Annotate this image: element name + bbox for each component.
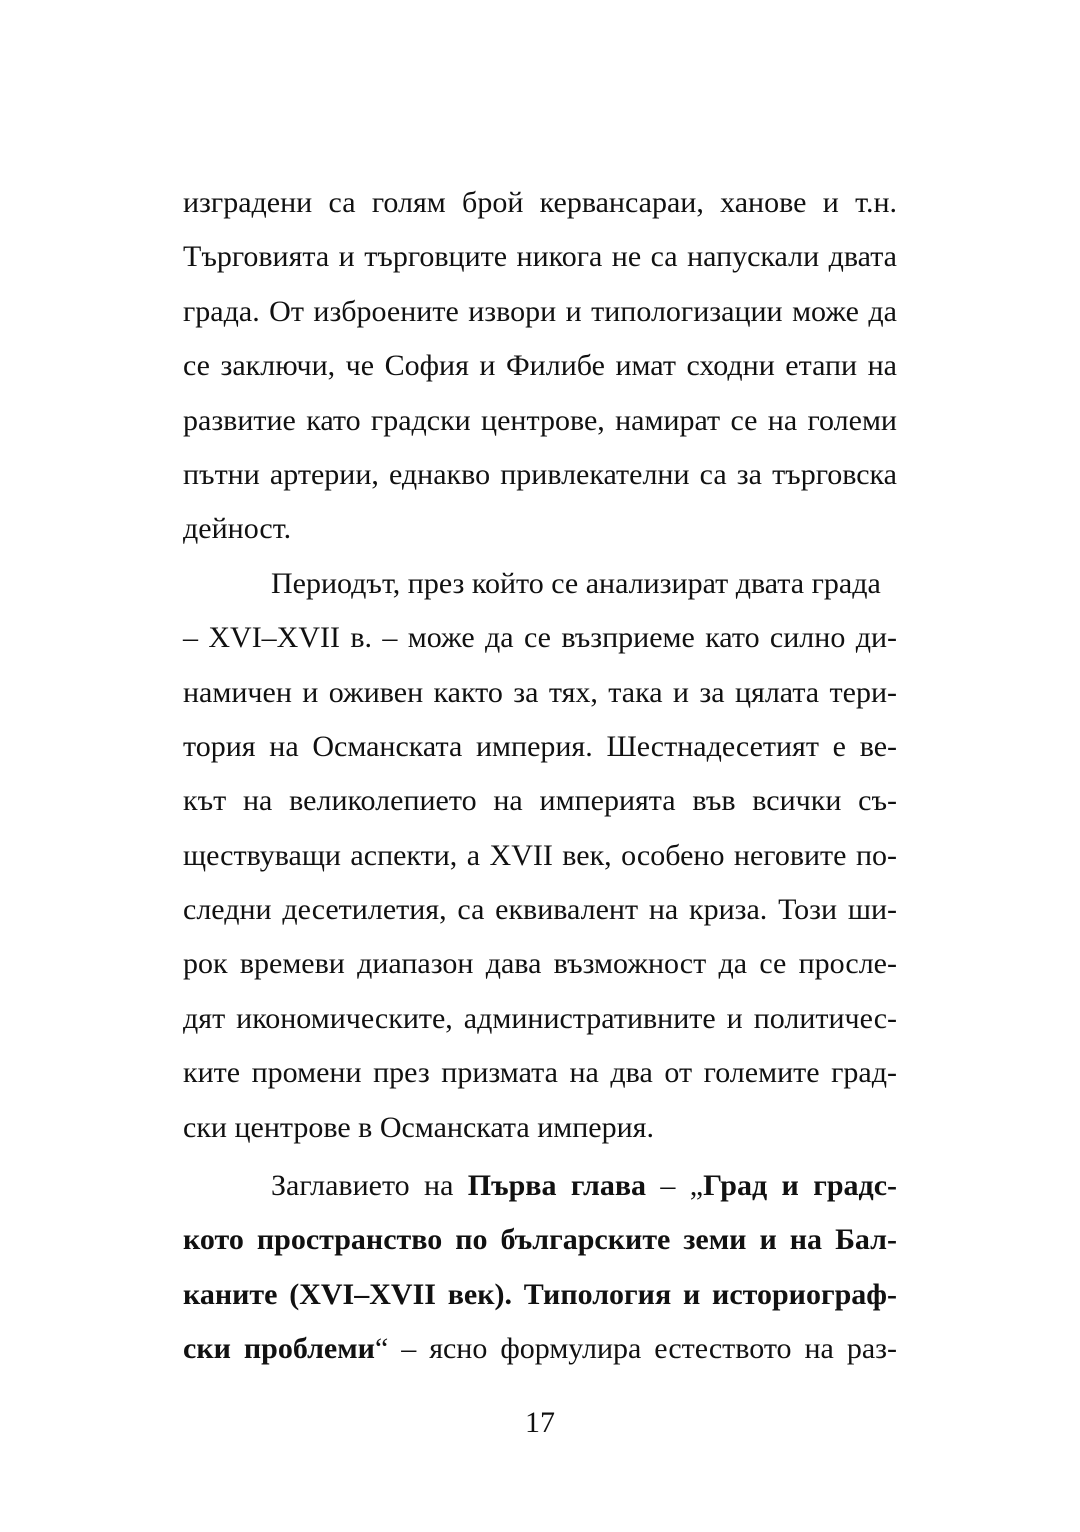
paragraph-1 bbox=[183, 176, 897, 557]
text-line: Търговията и търговците никога не са напускали двата bbox=[183, 240, 897, 274]
chapter-title: кото пространство по българските земи и на Бал- bbox=[183, 1223, 897, 1257]
text-line: тория на Османската империя. Шестнадесетият е ве- bbox=[183, 729, 897, 763]
text-line bbox=[183, 1213, 897, 1267]
text-line: се заключи, че София и Филибе имат сходни етапи на bbox=[183, 349, 897, 383]
paragraph-3 bbox=[183, 1159, 897, 1377]
text-line: развитие като градски центрове, намират се на големи bbox=[183, 403, 897, 437]
text-run: Заглавието на bbox=[271, 1169, 468, 1203]
text-line: – XVI–XVII в. – може да се възприеме като силно ди- bbox=[183, 621, 897, 655]
chapter-title: ски проблеми bbox=[183, 1332, 375, 1366]
text-line bbox=[183, 1159, 897, 1213]
text-line: изградени са голям брой кервансараи, ханове и т.н. bbox=[183, 186, 897, 219]
text-line: следни десетилетия, са еквивалент на криза. Този ши- bbox=[183, 893, 897, 927]
text-run: – „ bbox=[646, 1169, 704, 1203]
text-line: намичен и оживен както за тях, така и за цялата тери- bbox=[183, 675, 897, 709]
body-text bbox=[183, 176, 897, 1377]
text-line: дят икономическите, административните и политичес- bbox=[183, 1001, 897, 1035]
paragraph-2 bbox=[183, 557, 897, 1155]
text-line bbox=[183, 1268, 897, 1322]
text-line: рок времеви диапазон дава възможност да се просле- bbox=[183, 947, 897, 981]
text-run: “ – ясно формулира естеството на раз- bbox=[374, 1332, 897, 1366]
text-line: пътни артерии, еднакво привлекателни са за търговска bbox=[183, 457, 897, 491]
text-line: Периодът, през който се анализират двата града bbox=[271, 566, 881, 600]
text-line: града. От изброените извори и типологизации може да bbox=[183, 294, 897, 328]
page-number: 17 bbox=[525, 1406, 555, 1439]
text-line: ществуващи аспекти, а XVII век, особено неговите по- bbox=[183, 838, 897, 872]
text-line: дейност. bbox=[183, 512, 292, 546]
text-line: ски центрове в Османската империя. bbox=[183, 1110, 654, 1144]
text-line: ките промени през призмата на два от големите град- bbox=[183, 1056, 897, 1090]
chapter-name: Първа глава bbox=[467, 1169, 647, 1203]
chapter-title: Град и градс- bbox=[703, 1169, 897, 1203]
text-line bbox=[183, 1322, 897, 1376]
chapter-title: каните (XVI–XVII век). Типология и историограф- bbox=[183, 1277, 897, 1311]
text-line: кът на великолепието на империята във всички съ- bbox=[183, 784, 897, 818]
